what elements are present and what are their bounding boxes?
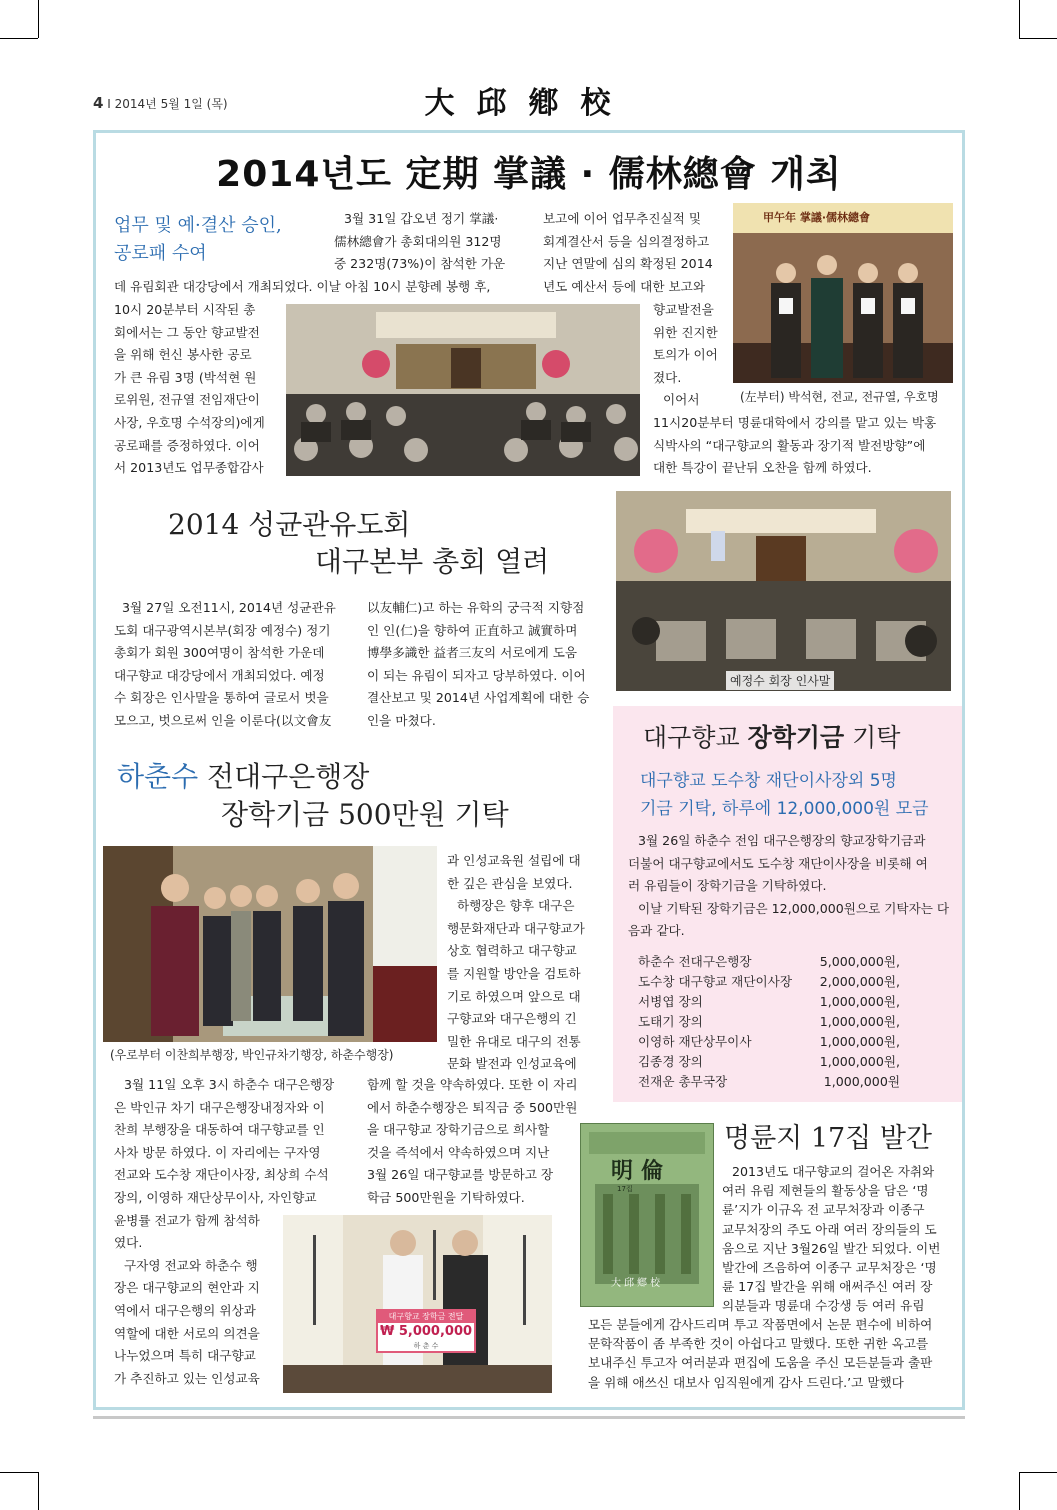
text-line: 교무처장의 주도 아래 여러 장의들의 도 [722,1221,937,1237]
book-publisher: 大邱鄕校 [611,1278,663,1289]
text-line: 장은 대구향교의 현안과 지 [114,1280,260,1296]
text-line: 학금 500만원을 기탁하였다. [367,1189,525,1205]
book-title: 明倫 [611,1158,672,1184]
myeongnyun-book-cover [580,1123,714,1307]
text-line: 博學多識한 益者三友의 서로에게 도움 [367,645,578,661]
text-line: 장의, 이영하 재단상무이사, 자인향교 [114,1189,317,1205]
donor-row [638,1072,900,1092]
text-line: 발간에 즈음하여 이종구 교무처장은 ‘명 [722,1260,937,1276]
donor-row [638,1012,900,1032]
article3-col2 [367,1074,599,1210]
text-line: 대한 특강이 끝난뒤 오찬을 함께 하였다. [653,460,872,476]
text-line: 以友輔仁)고 하는 유학의 궁극적 지향점 [367,600,585,615]
text-line: 토의가 이어 [653,347,718,363]
award-recipients-photo [733,203,953,383]
donor-row [638,1052,900,1072]
text-line: 은 박인규 차기 대구은행장내정자와 이 [114,1099,325,1115]
article4-title [643,718,900,754]
text-line: 을 대구향교 장학기금으로 희사할 [367,1122,550,1138]
page-number: 4 [93,94,104,112]
text-line: 儒林總會가 총회대의원 312명 [334,233,502,249]
donation-illustration [283,1215,552,1393]
text-line: 지난 연말에 심의 확정된 2014 [543,256,713,272]
text-line: 로위원, 전규열 전임재단이 [114,392,260,408]
article5-title: 명륜지 17집 발간 [724,1123,933,1154]
text-line: 식박사의 “대구향교의 활동과 장기적 발전방향”에 [653,437,926,453]
text-line: 륜’지가 이규옥 전 교무처장과 이종구 [722,1202,925,1218]
text-line: 찬희 부행장을 대동하여 대구향교를 인 [114,1122,325,1138]
donor-name: 서병엽 장의 [638,994,703,1009]
crop-mark [1019,0,1020,38]
title-part: 기탁 [844,723,901,752]
text-line: 기로 하였으며 앞으로 대 [447,988,581,1004]
text-line: 구자영 전교와 하춘수 행 [124,1257,258,1273]
crop-mark [1019,1472,1020,1510]
article2-col2 [367,597,599,733]
donor-list [638,952,900,1092]
text-line: 과 인성교육원 설립에 대 [447,853,581,868]
text-line: 함께 할 것을 약속하였다. 또한 이 자리 [367,1077,578,1092]
text-line: 인을 마쳤다. [367,712,436,728]
text-line: 11시20분부터 명륜대학에서 강의를 맡고 있는 박홍 [653,415,937,430]
text-line: 인 인(仁)을 향하여 正直하고 誠實하며 [367,622,578,638]
article5-wide [588,1315,950,1392]
subtitle-line: 업무 및 예·결산 승인, [114,215,282,236]
article3-right-col [447,850,597,1076]
text-line: 보고에 이어 업무추진실적 및 [543,211,701,226]
check-amount: ₩ 5,000,000 [379,1324,473,1339]
text-line: 졌다. [653,369,682,385]
subtitle-line: 공로패 수여 [114,243,207,264]
article1-wide-line: 데 유림회관 대강당에서 개최되었다. 이날 아침 10시 분향례 봉행 후, [114,279,491,294]
text-line: 공로패를 증정하였다. 이어 [114,437,260,453]
text-line: 하행장은 향후 대구은 [457,898,575,914]
title-rest: 전대구은행장 [198,760,370,793]
donor-amount: 5,000,000원, [819,954,900,969]
text-line: 3월 31일 갑오년 정기 掌議· [344,211,499,226]
text-line: 년도 예산서 등에 대한 보고와 [543,278,705,294]
subtitle-line: 대구향교 도수창 재단이사장외 5명 [640,771,897,791]
donor-row [638,992,900,1012]
article1-col3-top [543,208,725,298]
text-line: 에서 하춘수행장은 퇴직금 중 500만원 [367,1099,578,1115]
masthead: 大邱鄕校 [424,86,633,121]
text-line: 대구향교 대강당에서 개최되었다. 예정 [114,667,325,683]
article1-col2-top [334,208,520,276]
yudohoe-meeting-illustration [616,491,951,691]
text-line: 3월 27일 오전11시, 2014년 성균관유 [122,600,336,615]
text-line: 였다. [114,1235,143,1251]
text-line: 서 2013년도 업무종합감사 [114,460,264,476]
text-line: 러 유림들이 장학기금을 기탁하였다. [628,878,827,894]
text-line: 사차 방문 하였다. 이 자리에는 구자영 [114,1144,321,1160]
check-title: 대구향교 장학금 전달 [378,1311,474,1323]
text-line: 를 지원할 방안을 검토하 [447,965,581,981]
text-line: 밀한 유대로 대구의 전통 [447,1033,581,1049]
article3-title-line2: 장학기금 500만원 기탁 [221,798,509,831]
crop-mark [0,38,38,39]
title-part: 대구향교 [643,723,748,752]
donor-row [638,952,900,972]
donor-amount: 1,000,000원 [823,1074,900,1089]
text-line: 음과 같다. [628,923,685,939]
text-line: 전교와 도수창 재단이사장, 최상희 수석 [114,1167,329,1183]
donor-amount: 1,000,000원, [819,1014,900,1029]
donor-name: 이영하 재단상무이사 [638,1034,752,1049]
crop-mark [0,1472,38,1473]
crop-mark [1019,38,1057,39]
text-line: 윤병률 전교가 함께 참석하 [114,1212,260,1228]
text-line: 향교발전을 [653,302,714,317]
text-line: 2013년도 대구향교의 걸어온 자취와 [732,1164,935,1179]
text-line: 역할에 대한 서로의 의견을 [114,1325,260,1341]
award-recipients-illustration [733,203,953,383]
text-line: 행문화재단과 대구향교가 [447,920,585,936]
donation-check-photo [283,1215,552,1393]
text-line: 총회가 회원 300여명이 참석한 가운데 [114,645,325,661]
donor-name: 김종경 장의 [638,1054,703,1069]
text-line: 수 회장은 인사말을 통하여 글로서 벗을 [114,690,329,706]
text-line: 이날 기탁된 장학기금은 12,000,000원으로 기탁자는 다 [638,900,950,916]
issue-date: I 2014년 5월 1일 (목) [107,97,228,111]
assembly-hall-photo [286,304,640,476]
text-line: 3월 26일 대구향교를 방문하고 장 [367,1167,554,1183]
text-line: 3월 26일 하춘수 전임 대구은행장의 향교장학기금과 [638,833,926,848]
assembly-hall-illustration [286,304,640,476]
donor-name: 도태기 장의 [638,1014,703,1029]
donation-check [376,1309,476,1353]
text-line: 모든 분들에게 감사드리며 투고 작품면에서 논문 편수에 비하여 [588,1317,933,1332]
text-line: 문학작품이 좀 부족한 것이 아쉽다고 말했다. 또한 귀한 옥고를 [588,1336,929,1352]
text-line: 회계결산서 등을 심의결정하고 [543,233,710,249]
crop-mark [38,1472,39,1510]
bottom-rule [93,1416,965,1419]
text-line: 의분들과 명륜대 수강생 등 여러 유림 [722,1298,925,1314]
text-line: 여러 유림 제현들의 활동상을 담은 ‘명 [722,1183,929,1199]
donor-name: 전재운 총무국장 [638,1074,728,1089]
text-line: 위한 진지한 [653,324,718,340]
article2-title-line2: 대구본부 총회 열려 [315,545,550,578]
text-line: 이 되는 유림이 되자고 당부하였다. 이어 [367,667,586,683]
award-photo-caption: (左부터) 박석현, 전교, 전규열, 우호명 [740,390,939,404]
book-volume: 17집 [617,1185,633,1193]
text-line: 사장, 우호명 수석장의)에게 [114,414,265,430]
text-line: 구향교와 대구은행의 긴 [447,1011,577,1027]
text-line: 을 위해 애쓰신 대보사 임직원에게 감사 드린다.’고 말했다 [588,1374,904,1390]
donor-amount: 1,000,000원, [819,1054,900,1069]
text-line: 나누었으며 특히 대구향교 [114,1348,256,1364]
text-line: 문화 발전과 인성교육에 [447,1056,577,1072]
yudohoe-meeting-photo [616,491,951,691]
text-line: 더불어 대구향교에서도 도수창 재단이사장을 비롯해 여 [628,855,928,871]
article2-col1 [114,597,346,733]
yudohoe-photo-caption: 예정수 회장 인사말 [726,671,834,690]
bank-executives-illustration [103,846,437,1042]
text-line: 모으고, 벗으로써 인을 이룬다(以文會友 [114,712,332,728]
article4-body [628,830,950,943]
title-highlight: 하춘수 [117,760,199,793]
text-line: 가 큰 유림 3명 (박석현 원 [114,369,257,385]
bank-photo-caption: (우로부터 이찬희부행장, 박인규차기행장, 하춘수행장) [110,1048,394,1062]
text-line: 회에서는 그 동안 향교발전 [114,324,260,340]
bank-executives-photo [103,846,437,1042]
article1-title: 2014년도 定期 掌議 · 儒林總會 개최 [216,154,842,195]
text-line: 을 위해 헌신 봉사한 공로 [114,347,252,363]
article1-col1 [114,299,280,480]
text-line: 륜 17집 발간을 위해 애써주신 여러 장 [722,1279,933,1295]
article4-subtitle [640,767,929,823]
text-line: 중 232명(73%)이 참석한 가운 [334,256,506,272]
donor-name: 도수창 대구향교 재단이사장 [638,974,792,989]
text-line: 한 깊은 관심을 보였다. [447,875,573,891]
crop-mark [1019,1472,1057,1473]
text-line: 3월 11일 오후 3시 하춘수 대구은행장 [124,1077,335,1092]
donor-row [638,972,900,992]
article3-title-line1 [117,758,369,795]
text-line: 상호 협력하고 대구향교 [447,943,577,959]
text-line: 역에서 대구은행의 위상과 [114,1302,256,1318]
article1-col3-lines [653,299,729,412]
donor-amount: 2,000,000원, [819,974,900,989]
text-line: 것을 즉석에서 약속하였으며 지난 [367,1144,550,1160]
text-line: 가 추진하고 있는 인성교육 [114,1370,260,1386]
article5-col [722,1162,950,1316]
article1-bottom [653,412,953,480]
article1-subtitle [114,212,334,268]
crop-mark [38,0,39,38]
text-line: 움으로 지난 3월26일 발간 되었다. 이번 [722,1240,941,1256]
photo-banner-text: 甲午年 掌議·儒林總會 [763,211,871,224]
donor-amount: 1,000,000원, [819,994,900,1009]
text-line: 이어서 [663,392,700,408]
article2-title-line1: 2014 성균관유도회 [168,508,411,541]
text-line: 10시 20분부터 시작된 총 [114,302,256,317]
title-bold: 장학기금 [747,723,845,752]
donor-name: 하춘수 전대구은행장 [638,954,752,969]
check-donor: 하 춘 수 [413,1342,439,1350]
donor-row [638,1032,900,1052]
donor-amount: 1,000,000원, [819,1034,900,1049]
subtitle-line: 기금 기탁, 하루에 12,000,000원 모금 [640,799,929,819]
text-line: 결산보고 및 2014년 사업계획에 대한 승 [367,690,590,706]
text-line: 도회 대구광역시본부(회장 예정수) 정기 [114,622,331,638]
text-line: 보내주신 투고자 여러분과 편집에 도움을 주신 모든분들과 출판 [588,1355,933,1371]
